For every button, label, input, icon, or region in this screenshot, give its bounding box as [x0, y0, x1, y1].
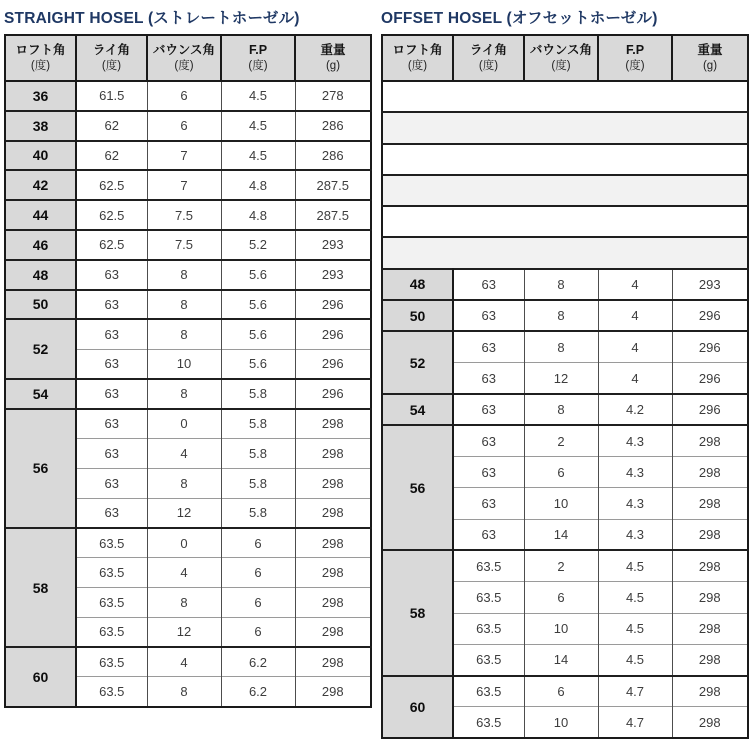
column-header-label: ライ角	[469, 43, 508, 58]
spec-cell: 12	[147, 617, 221, 647]
header-row	[382, 35, 748, 81]
spec-cell: 63.5	[76, 588, 147, 618]
straight-hosel-table	[4, 34, 372, 708]
spec-cell: 287.5	[295, 200, 371, 230]
column-header-unit: (度)	[625, 59, 645, 72]
table-row	[5, 111, 371, 141]
spec-cell: 0	[147, 528, 221, 558]
column-header-fp	[598, 35, 672, 81]
spec-cell: 8	[147, 468, 221, 498]
loft-cell: 48	[5, 260, 76, 290]
spec-cell: 63	[453, 488, 524, 519]
spec-cell: 63	[76, 379, 147, 409]
loft-cell: 54	[5, 379, 76, 409]
column-header-unit: (g)	[325, 59, 341, 72]
spec-cell: 6.2	[221, 647, 295, 677]
loft-cell: 58	[5, 528, 76, 647]
table-row	[5, 290, 371, 320]
loft-cell: 52	[382, 331, 453, 394]
spec-cell: 5.6	[221, 290, 295, 320]
spec-cell: 63	[453, 425, 524, 456]
empty-row-cell	[382, 237, 748, 268]
spec-cell: 6	[221, 528, 295, 558]
spec-cell: 298	[672, 457, 748, 488]
column-header-bounce	[524, 35, 598, 81]
offset-hosel-section	[381, 6, 747, 739]
column-header-unit: (g)	[702, 59, 718, 72]
column-header-unit: (度)	[101, 59, 122, 72]
table-row	[382, 331, 748, 362]
column-header-loft	[5, 35, 76, 81]
spec-cell: 63	[76, 349, 147, 379]
straight-hosel-section	[4, 6, 370, 739]
spec-cell: 6	[221, 617, 295, 647]
spec-cell: 6	[147, 111, 221, 141]
spec-cell: 63	[453, 300, 524, 331]
spec-cell: 293	[295, 260, 371, 290]
spec-cell: 14	[524, 644, 598, 675]
spec-cell: 63.5	[453, 676, 524, 707]
loft-cell: 56	[5, 409, 76, 528]
spec-cell: 63	[453, 269, 524, 300]
spec-cell: 4.5	[221, 141, 295, 171]
loft-cell: 48	[382, 269, 453, 300]
spec-cell: 8	[524, 394, 598, 425]
spec-cell: 63	[453, 394, 524, 425]
spec-cell: 2	[524, 425, 598, 456]
header-row	[5, 35, 371, 81]
spec-cell: 298	[295, 528, 371, 558]
spec-cell: 4.3	[598, 457, 672, 488]
empty-row-cell	[382, 206, 748, 237]
spec-cell: 6	[221, 558, 295, 588]
spec-cell: 8	[524, 300, 598, 331]
spec-cell: 63	[76, 468, 147, 498]
spec-cell: 5.8	[221, 379, 295, 409]
empty-row-cell	[382, 112, 748, 143]
spec-cell: 8	[524, 331, 598, 362]
column-header-unit: (度)	[407, 59, 428, 72]
column-header-label: ロフト角	[15, 43, 66, 58]
spec-cell: 8	[147, 319, 221, 349]
spec-cell: 4.5	[221, 81, 295, 111]
spec-cell: 6	[221, 588, 295, 618]
table-row	[382, 81, 748, 112]
table-row	[5, 647, 371, 677]
spec-cell: 63	[76, 498, 147, 528]
spec-cell: 0	[147, 409, 221, 439]
spec-cell: 10	[524, 613, 598, 644]
spec-cell: 298	[295, 588, 371, 618]
spec-cell: 298	[295, 439, 371, 469]
spec-cell: 293	[672, 269, 748, 300]
table-row	[382, 676, 748, 707]
spec-cell: 6	[524, 457, 598, 488]
column-header-unit: (度)	[478, 59, 499, 72]
spec-cell: 8	[147, 260, 221, 290]
spec-cell: 7	[147, 141, 221, 171]
spec-cell: 4.7	[598, 707, 672, 738]
spec-cell: 6	[524, 582, 598, 613]
empty-row-cell	[382, 175, 748, 206]
loft-cell: 56	[382, 425, 453, 550]
spec-cell: 4	[598, 300, 672, 331]
spec-cell: 296	[672, 363, 748, 394]
loft-cell: 50	[5, 290, 76, 320]
spec-cell: 4.3	[598, 425, 672, 456]
spec-cell: 8	[147, 677, 221, 707]
spec-cell: 2	[524, 550, 598, 581]
spec-cell: 278	[295, 81, 371, 111]
spec-cell: 63.5	[453, 613, 524, 644]
spec-cell: 5.8	[221, 468, 295, 498]
spec-cell: 62.5	[76, 230, 147, 260]
table-row	[5, 319, 371, 349]
spec-cell: 293	[295, 230, 371, 260]
empty-row-cell	[382, 81, 748, 112]
spec-cell: 298	[672, 613, 748, 644]
column-header-unit: (度)	[30, 59, 51, 72]
table-row	[5, 200, 371, 230]
table-row	[5, 528, 371, 558]
spec-cell: 4	[598, 269, 672, 300]
spec-cell: 4.8	[221, 170, 295, 200]
table-row	[5, 141, 371, 171]
spec-cell: 63	[76, 319, 147, 349]
spec-cell: 63	[453, 457, 524, 488]
spec-cell: 62.5	[76, 170, 147, 200]
spec-cell: 63	[453, 363, 524, 394]
spec-cell: 7.5	[147, 230, 221, 260]
spec-cell: 296	[672, 331, 748, 362]
loft-cell: 46	[5, 230, 76, 260]
spec-cell: 4.5	[598, 644, 672, 675]
spec-cell: 286	[295, 141, 371, 171]
table-row	[382, 550, 748, 581]
spec-cell: 298	[295, 498, 371, 528]
spec-cell: 4.5	[598, 613, 672, 644]
loft-cell: 60	[382, 676, 453, 739]
column-header-lie	[453, 35, 524, 81]
spec-cell: 298	[295, 558, 371, 588]
column-header-label: ライ角	[92, 43, 131, 58]
table-row	[5, 409, 371, 439]
spec-cell: 62	[76, 141, 147, 171]
spec-cell: 10	[524, 488, 598, 519]
column-header-lie	[76, 35, 147, 81]
spec-cell: 8	[147, 290, 221, 320]
loft-cell: 44	[5, 200, 76, 230]
spec-cell: 4.2	[598, 394, 672, 425]
spec-cell: 63	[76, 409, 147, 439]
loft-cell: 52	[5, 319, 76, 379]
spec-cell: 8	[524, 269, 598, 300]
table-row	[382, 112, 748, 143]
spec-cell: 4	[598, 363, 672, 394]
column-header-bounce	[147, 35, 221, 81]
spec-cell: 5.6	[221, 260, 295, 290]
spec-cell: 8	[147, 588, 221, 618]
spec-cell: 63.5	[453, 707, 524, 738]
spec-cell: 62.5	[76, 200, 147, 230]
loft-cell: 58	[382, 550, 453, 675]
spec-cell: 298	[672, 644, 748, 675]
spec-cell: 298	[672, 582, 748, 613]
spec-cell: 4.3	[598, 519, 672, 550]
spec-cell: 298	[672, 707, 748, 738]
spec-cell: 4.5	[598, 582, 672, 613]
spec-cell: 7	[147, 170, 221, 200]
spec-cell: 298	[295, 409, 371, 439]
spec-cell: 63.5	[76, 528, 147, 558]
spec-cell: 6	[524, 676, 598, 707]
spec-cell: 6	[147, 81, 221, 111]
spec-cell: 298	[295, 617, 371, 647]
spec-cell: 63.5	[76, 677, 147, 707]
column-header-weight	[295, 35, 371, 81]
spec-cell: 8	[147, 379, 221, 409]
spec-cell: 296	[295, 319, 371, 349]
table-row	[5, 170, 371, 200]
spec-cell: 4	[147, 647, 221, 677]
spec-cell: 286	[295, 111, 371, 141]
spec-cell: 63.5	[453, 582, 524, 613]
spec-cell: 298	[672, 488, 748, 519]
spec-cell: 61.5	[76, 81, 147, 111]
table-row	[382, 300, 748, 331]
loft-cell: 36	[5, 81, 76, 111]
column-header-loft	[382, 35, 453, 81]
spec-cell: 62	[76, 111, 147, 141]
spec-cell: 63	[76, 260, 147, 290]
spec-cell: 4.8	[221, 200, 295, 230]
table-row	[382, 237, 748, 268]
spec-cell: 4	[598, 331, 672, 362]
column-header-weight	[672, 35, 748, 81]
offset-hosel-table	[381, 34, 749, 739]
column-header-fp	[221, 35, 295, 81]
spec-cell: 298	[295, 468, 371, 498]
column-header-label: 重量	[320, 43, 346, 58]
column-header-unit: (度)	[174, 59, 194, 72]
spec-cell: 4.5	[598, 550, 672, 581]
table-row	[5, 230, 371, 260]
spec-cell: 296	[295, 379, 371, 409]
loft-cell: 40	[5, 141, 76, 171]
spec-cell: 63	[453, 331, 524, 362]
spec-cell: 4.7	[598, 676, 672, 707]
spec-cell: 63.5	[453, 644, 524, 675]
spec-cell: 298	[672, 550, 748, 581]
table-row	[382, 144, 748, 175]
spec-cell: 10	[524, 707, 598, 738]
spec-cell: 6.2	[221, 677, 295, 707]
spec-cell: 4.5	[221, 111, 295, 141]
spec-cell: 5.8	[221, 409, 295, 439]
spec-cell: 5.8	[221, 498, 295, 528]
spec-cell: 5.6	[221, 319, 295, 349]
spec-cell: 4	[147, 439, 221, 469]
spec-cell: 63	[453, 519, 524, 550]
spec-cell: 5.2	[221, 230, 295, 260]
spec-cell: 5.8	[221, 439, 295, 469]
spec-cell: 296	[295, 290, 371, 320]
spec-cell: 14	[524, 519, 598, 550]
spec-cell: 63	[76, 439, 147, 469]
straight-hosel-title: STRAIGHT HOSEL (ストレートホーゼル)	[4, 10, 300, 27]
spec-cell: 4	[147, 558, 221, 588]
spec-cell: 296	[295, 349, 371, 379]
table-row	[382, 425, 748, 456]
loft-cell: 60	[5, 647, 76, 707]
spec-cell: 298	[295, 647, 371, 677]
table-row	[382, 269, 748, 300]
column-header-unit: (度)	[551, 59, 571, 72]
spec-cell: 296	[672, 300, 748, 331]
column-header-label: F.P	[625, 43, 645, 58]
table-row	[5, 260, 371, 290]
spec-cell: 63.5	[453, 550, 524, 581]
loft-cell: 42	[5, 170, 76, 200]
spec-cell: 12	[147, 498, 221, 528]
column-header-label: バウンス角	[152, 43, 216, 58]
spec-cell: 63.5	[76, 558, 147, 588]
spec-cell: 63.5	[76, 617, 147, 647]
spec-cell: 4.3	[598, 488, 672, 519]
table-row	[382, 175, 748, 206]
spec-cell: 287.5	[295, 170, 371, 200]
spec-cell: 12	[524, 363, 598, 394]
spec-cell: 63.5	[76, 647, 147, 677]
column-header-label: バウンス角	[529, 43, 593, 58]
spec-cell: 63	[76, 290, 147, 320]
table-row	[5, 81, 371, 111]
loft-cell: 54	[382, 394, 453, 425]
column-header-label: F.P	[248, 43, 268, 58]
table-row	[382, 206, 748, 237]
loft-cell: 50	[382, 300, 453, 331]
spec-cell: 298	[672, 519, 748, 550]
spec-cell: 5.6	[221, 349, 295, 379]
spec-cell: 7.5	[147, 200, 221, 230]
empty-row-cell	[382, 144, 748, 175]
offset-hosel-title: OFFSET HOSEL (オフセットホーゼル)	[381, 10, 658, 27]
table-row	[5, 379, 371, 409]
column-header-label: ロフト角	[392, 43, 443, 58]
spec-cell: 296	[672, 394, 748, 425]
spec-cell: 10	[147, 349, 221, 379]
spec-cell: 298	[672, 425, 748, 456]
spec-cell: 298	[295, 677, 371, 707]
table-row	[382, 394, 748, 425]
column-header-label: 重量	[697, 43, 723, 58]
column-header-unit: (度)	[248, 59, 268, 72]
loft-cell: 38	[5, 111, 76, 141]
spec-cell: 298	[672, 676, 748, 707]
